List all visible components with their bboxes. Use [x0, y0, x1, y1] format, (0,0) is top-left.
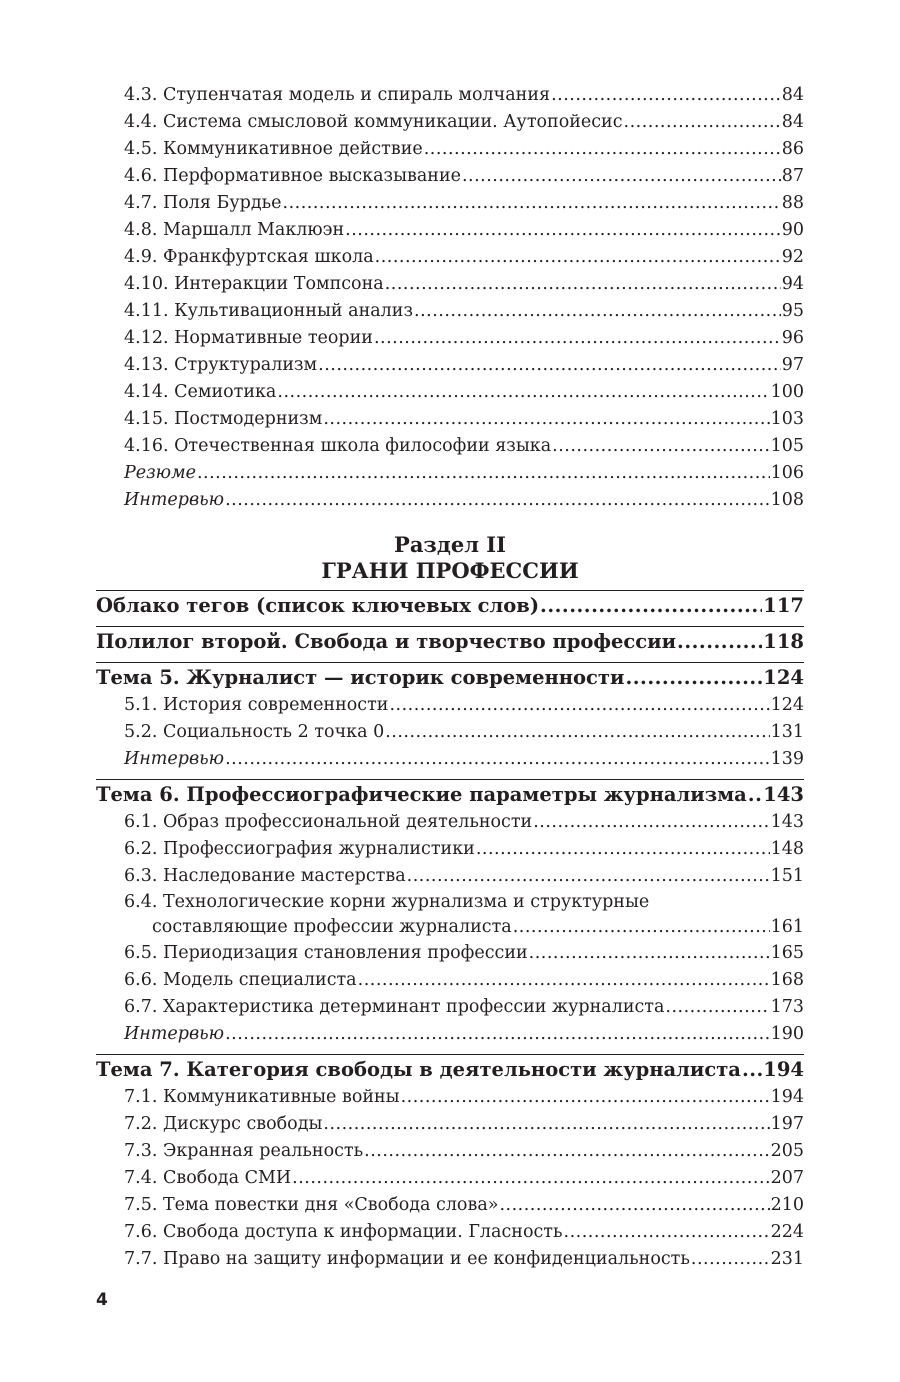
leader-dots — [323, 406, 769, 433]
entry-page: 139 — [770, 749, 804, 769]
toc-polylog[interactable] — [96, 626, 804, 656]
entry-page: 143 — [770, 812, 804, 832]
entry-label: 5.2. Социальность 2 точка 0 — [124, 722, 385, 742]
leader-dots — [407, 863, 770, 890]
entry-label: 4.14. Семиотика — [124, 382, 277, 402]
entry-label: 5.1. История современности — [124, 695, 389, 715]
entry-label: 7.5. Тема повестки дня «Свобода слова» — [124, 1195, 499, 1215]
leader-dots — [540, 591, 762, 620]
section-heading — [96, 532, 804, 584]
toc-entry[interactable] — [96, 217, 804, 244]
section-title: ГРАНИ ПРОФЕССИИ — [321, 558, 579, 583]
toc-entry[interactable] — [96, 190, 804, 217]
entry-label: 4.8. Маршалл Маклюэн — [124, 220, 345, 240]
toc-entry[interactable] — [96, 298, 804, 325]
entry-page: 90 — [781, 220, 804, 240]
entry-label: 7.6. Свобода доступа к информации. Гласность — [124, 1222, 563, 1242]
toc-topic6[interactable] — [96, 779, 804, 809]
entry-label: Интервью — [124, 490, 225, 510]
entry-page: 231 — [770, 1249, 804, 1269]
toc-entry[interactable] — [96, 994, 804, 1021]
leader-dots — [323, 1111, 769, 1138]
leader-dots — [225, 1021, 770, 1048]
entry-page: 108 — [770, 490, 804, 510]
entry-page: 148 — [770, 839, 804, 859]
toc-entry[interactable] — [96, 1246, 804, 1273]
leader-dots — [551, 82, 781, 109]
leader-dots — [513, 915, 770, 940]
entry-label: Резюме — [124, 463, 196, 483]
entry-label: Интервью — [124, 749, 225, 769]
toc-entry[interactable] — [96, 325, 804, 352]
leader-dots — [533, 809, 769, 836]
toc-entry-interview[interactable] — [96, 487, 804, 514]
leader-dots — [401, 1084, 770, 1111]
leader-dots — [476, 836, 770, 863]
entry-page: 103 — [770, 409, 804, 429]
leader-dots — [292, 1165, 769, 1192]
entry-label: 4.12. Нормативные теории — [124, 328, 373, 348]
toc-entry[interactable] — [96, 940, 804, 967]
leader-dots — [424, 136, 781, 163]
toc-entry[interactable] — [96, 244, 804, 271]
toc-entry[interactable] — [96, 82, 804, 109]
entry-label: 6.5. Периодизация становления профессии — [124, 943, 528, 963]
leader-dots — [624, 109, 781, 136]
entry-page: 207 — [770, 1168, 804, 1188]
entry-label: 4.3. Ступенчатая модель и спираль молчания — [124, 85, 551, 105]
toc-entry[interactable] — [96, 109, 804, 136]
entry-page: 95 — [781, 301, 804, 321]
entry-page: 194 — [770, 1087, 804, 1107]
entry-label: 4.9. Франкфуртская школа — [124, 247, 374, 267]
entry-label: 4.13. Структурализм — [124, 355, 318, 375]
entry-page: 118 — [763, 630, 804, 653]
entry-page: 124 — [763, 666, 804, 689]
entry-label: 6.1. Образ профессиональной деятельности — [124, 812, 533, 832]
leader-dots — [375, 244, 781, 271]
toc-entry[interactable] — [96, 863, 804, 890]
entry-label: 6.6. Модель специалиста — [124, 970, 357, 990]
entry-page: 100 — [770, 382, 804, 402]
entry-label: 4.4. Система смысловой коммуникации. Аутопойесис — [124, 112, 623, 132]
leader-dots — [318, 352, 781, 379]
entry-label: 6.7. Характеристика детерминант профессии журналиста — [124, 997, 665, 1017]
entry-page: 117 — [763, 594, 804, 617]
entry-label: Облако тегов (список ключевых слов) — [96, 594, 540, 617]
leader-dots — [389, 692, 769, 719]
leader-dots — [385, 271, 781, 298]
entry-page: 194 — [763, 1058, 804, 1081]
toc-entry[interactable] — [96, 352, 804, 379]
entry-page: 84 — [781, 112, 804, 132]
page-number: 4 — [96, 1290, 108, 1310]
toc-section2 — [96, 590, 804, 1273]
toc-entry[interactable] — [96, 379, 804, 406]
entry-label: Полилог второй. Свобода и творчество профессии — [96, 630, 677, 653]
entry-page: 197 — [770, 1114, 804, 1134]
entry-page: 168 — [770, 970, 804, 990]
toc-entry[interactable] — [96, 1084, 804, 1111]
entry-label: 7.2. Дискурс свободы — [124, 1114, 323, 1134]
leader-dots — [197, 460, 770, 487]
toc-entry[interactable] — [96, 406, 804, 433]
entry-label: 4.10. Интеракции Томпсона — [124, 274, 384, 294]
toc-entry[interactable] — [96, 163, 804, 190]
toc-tag-cloud[interactable] — [96, 590, 804, 620]
entry-page: 94 — [781, 274, 804, 294]
toc-entry[interactable] — [96, 809, 804, 836]
entry-label: 6.2. Профессиография журналистики — [124, 839, 475, 859]
entry-label: 4.6. Перформативное высказывание — [124, 166, 461, 186]
toc-entry[interactable] — [96, 719, 804, 746]
entry-page: 143 — [763, 783, 804, 806]
entry-page: 124 — [770, 695, 804, 715]
leader-dots — [374, 325, 781, 352]
leader-dots — [364, 1138, 769, 1165]
entry-label: 7.4. Свобода СМИ — [124, 1168, 292, 1188]
entry-page: 106 — [770, 463, 804, 483]
toc-entry[interactable] — [96, 967, 804, 994]
entry-label: Интервью — [124, 1024, 225, 1044]
entry-page: 97 — [781, 355, 804, 375]
toc-entry[interactable] — [96, 836, 804, 863]
toc-entry[interactable] — [96, 433, 804, 460]
toc-topic5[interactable] — [96, 662, 804, 692]
entry-page: 205 — [770, 1141, 804, 1161]
toc-entry[interactable] — [96, 271, 804, 298]
entry-page: 210 — [770, 1195, 804, 1215]
leader-dots — [414, 298, 781, 325]
leader-dots — [691, 1246, 770, 1273]
leader-dots — [358, 967, 770, 994]
entry-page: 151 — [770, 866, 804, 886]
leader-dots — [499, 1192, 769, 1219]
entry-label: 6.3. Наследование мастерства — [124, 866, 406, 886]
entry-label-line1: 6.4. Технологические корни журнализма и структурные — [124, 892, 650, 912]
entry-page: 165 — [770, 943, 804, 963]
leader-dots — [277, 379, 769, 406]
entry-label: Тема 5. Журналист — историк современности — [96, 666, 625, 689]
entry-label-line2: составляющие профессии журналиста — [152, 917, 512, 937]
entry-label: 4.5. Коммуникативное действие — [124, 139, 423, 159]
entry-label: Тема 6. Профессиографические параметры журнализма — [96, 783, 747, 806]
entry-label: 7.1. Коммуникативные войны — [124, 1087, 400, 1107]
toc-entry[interactable] — [96, 1111, 804, 1138]
leader-dots — [677, 627, 762, 656]
entry-page: 224 — [770, 1222, 804, 1242]
entry-page: 190 — [770, 1024, 804, 1044]
leader-dots — [552, 433, 769, 460]
leader-dots — [283, 190, 781, 217]
leader-dots — [345, 217, 781, 244]
entry-page: 86 — [781, 139, 804, 159]
entry-label: 7.3. Экранная реальность — [124, 1141, 364, 1161]
entry-label: 4.15. Постмодернизм — [124, 409, 323, 429]
leader-dots — [665, 994, 769, 1021]
toc-entry[interactable] — [96, 136, 804, 163]
toc-entry-multiline[interactable] — [96, 890, 804, 940]
leader-dots — [625, 663, 762, 692]
toc-topic7[interactable] — [96, 1054, 804, 1084]
leader-dots — [225, 487, 770, 514]
entry-page: 96 — [781, 328, 804, 348]
leader-dots — [462, 163, 781, 190]
leader-dots — [748, 780, 763, 809]
toc-entry-interview[interactable] — [96, 746, 804, 773]
leader-dots — [225, 746, 770, 773]
section-number: Раздел II — [394, 532, 506, 557]
entry-page: 161 — [770, 917, 804, 937]
entry-label: 4.11. Культивационный анализ — [124, 301, 413, 321]
entry-page: 84 — [781, 85, 804, 105]
toc-entry[interactable] — [96, 1165, 804, 1192]
leader-dots — [385, 719, 769, 746]
entry-page: 92 — [781, 247, 804, 267]
entry-label: 4.16. Отечественная школа философии языка — [124, 436, 552, 456]
entry-label: Тема 7. Категория свободы в деятельности журналиста — [96, 1058, 741, 1081]
toc-entry[interactable] — [96, 1192, 804, 1219]
entry-page: 105 — [770, 436, 804, 456]
entry-label: 7.7. Право на защиту информации и ее конфиденциальность — [124, 1249, 690, 1269]
entry-label: 4.7. Поля Бурдье — [124, 193, 282, 213]
toc-entry[interactable] — [96, 692, 804, 719]
toc-entry-interview[interactable] — [96, 1021, 804, 1048]
leader-dots — [529, 940, 770, 967]
leader-dots — [742, 1055, 762, 1084]
entry-page: 88 — [781, 193, 804, 213]
entry-page: 173 — [770, 997, 804, 1017]
toc-entry-summary[interactable] — [96, 460, 804, 487]
entry-page: 131 — [770, 722, 804, 742]
toc-topic4-continuation — [96, 82, 804, 514]
leader-dots — [564, 1219, 770, 1246]
toc-entry[interactable] — [96, 1219, 804, 1246]
toc-entry[interactable] — [96, 1138, 804, 1165]
entry-page: 87 — [781, 166, 804, 186]
